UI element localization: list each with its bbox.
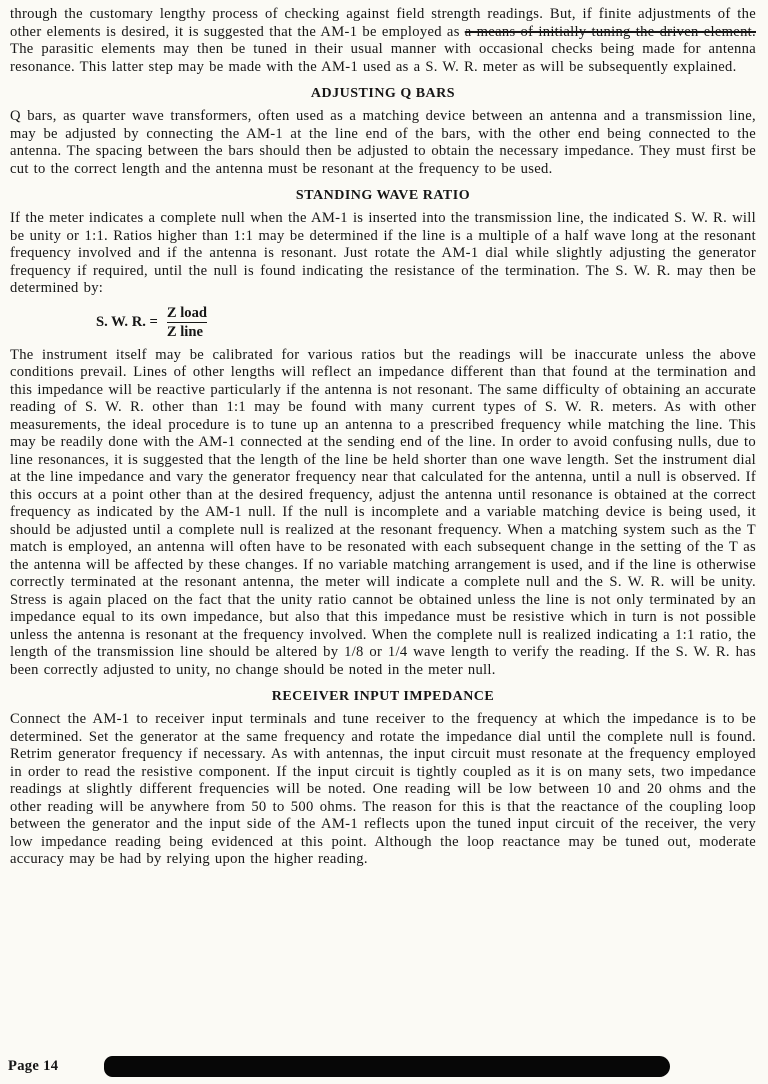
page-footer bbox=[8, 1054, 760, 1078]
formula-lhs: S. W. R. = bbox=[96, 314, 158, 330]
scan-artifact-bar bbox=[104, 1056, 670, 1077]
paragraph-swr-intro: If the meter indicates a complete null when the AM-1 is inserted into the transmission line, the indicated S. W. R. will be unity or 1:1. Ratios higher than 1:1 may be determined if the line is a multiple of a half wave long at the resonant frequency involved and if the antenna is resonant. Just rotate the AM-1 dial while slightly adjusting the generator frequency if required, until the null is found indicating the resistance of the termination. The S. W. R. may then be determined by: bbox=[10, 210, 756, 296]
formula-fraction bbox=[167, 305, 207, 340]
page-number: Page 14 bbox=[8, 1057, 59, 1074]
formula-numerator: Z load bbox=[166, 304, 208, 321]
paragraph-swr-body: The instrument itself may be calibrated for various ratios but the readings will be inaccurate unless the above conditions prevail. Lines of other lengths will reflect an impedance different than that found at the termination and this impedance will be reactive particularly if the antenna is not resonant. The same difficulty of obtaining an accurate reading of S. W. R. other than 1:1 may be found with many current types of S. W. R. meters. As with other measurements, the ideal procedure is to tune up an antenna to a prescribed frequency while matching the line. This may be readily done with the AM-1 connected at the sending end of the line. In order to avoid confusing nulls, due to line resonances, it is suggested that the length of the line be held shorter than one wave length. Set the instrument dial at the line impedance and vary the generator frequency near that calculated for the antenna, until a null is observed. If this occurs at a point other than at the desired frequency, adjust the antenna until resonance is obtained at the correct frequency as indicated by the AM-1 null. If the null is incomplete and a variable matching device is being used, it should be adjusted until a complete null is realized at the resonant frequency. When a matching system such as the T match is employed, an antenna will often have to be resonated with each subsequent change in the setting of the T as the antenna will be affected by these changes. If no variable matching arrangement is used, and if the line is otherwise correctly terminated at the resonant antenna, the meter will indicate a complete null and the S. W. R. will be unity. Stress is again placed on the fact that the unity ratio cannot be obtained unless the line is not only terminated by an impedance equal to its own impedance, but also that this impedance must be resistive which in turn is not possible unless the antenna is resonant at the frequency involved. When the complete null is realized indicating a 1:1 ratio, the length of the transmission line should be altered by 1/8 or 1/4 wave length to verify the reading. If the S. W. R. has been correctly adjusted to unity, no change should be noted in the meter null. bbox=[10, 346, 756, 678]
section-heading-standing-wave-ratio: STANDING WAVE RATIO bbox=[295, 188, 471, 203]
para1-text-after: The parasitic elements may then be tuned in their usual manner with occasional checks being made for antenna resonance. This latter step may be made with the AM-1 used as a S. W. R. meter as will be subsequently explained. bbox=[10, 41, 756, 75]
document-page bbox=[10, 6, 756, 872]
swr-formula bbox=[96, 305, 756, 340]
section-heading-adjusting-q-bars: ADJUSTING Q BARS bbox=[310, 86, 456, 101]
para1-text-before: through the customary lengthy process of checking against field strength readings. But, if finite adjustments of the other elements is desired, it is suggested that the AM-1 be employed as bbox=[10, 6, 756, 40]
paragraph-q-bars: Q bars, as quarter wave transformers, often used as a matching device between an antenna and a transmission line, may be adjusted by connecting the AM-1 at the line end of the bars, with the other end being connected to the antenna. The spacing between the bars should then be adjusted to obtain the necessary impedance. They must first be cut to the correct length and the antenna must be resonant at the frequency to be used. bbox=[10, 108, 756, 177]
section-heading-receiver-input-impedance: RECEIVER INPUT IMPEDANCE bbox=[271, 689, 495, 704]
formula-denominator: Z line bbox=[166, 323, 203, 340]
paragraph-continuation bbox=[10, 6, 756, 76]
struck-out-text: a means of initially tuning the driven element. bbox=[464, 23, 756, 40]
paragraph-receiver-input: Connect the AM-1 to receiver input terminals and tune receiver to the frequency at which the impedance is to be determined. Set the generator at the same frequency and rotate the impedance dial until the complete null is found. Retrim generator frequency if necessary. As with antennas, the input circuit must resonate at the frequency employed in order to read the resistive component. If the input circuit is tightly coupled as it is on many sets, two impedance readings at slightly different frequencies will be noted. One reading will be low between 10 and 20 ohms and the other reading will be anywhere from 50 to 500 ohms. The reason for this is that the reactance of the coupling loop between the generator and the input side of the AM-1 reflects upon the tuned input circuit of the receiver, the very low impedance reading being evidenced at this point. Although the loop reactance may be tuned out, moderate accuracy may be had by relying upon the higher reading. bbox=[10, 711, 756, 867]
